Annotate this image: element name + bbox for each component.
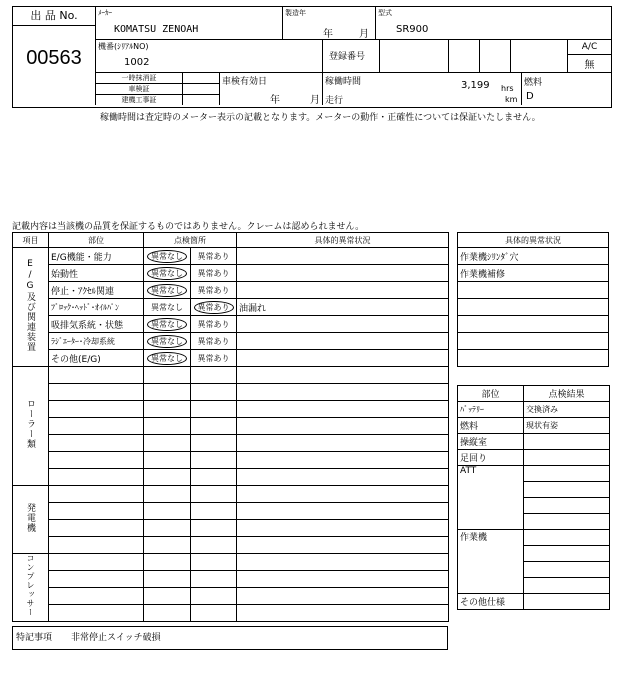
row-detail	[237, 265, 449, 282]
inspection-table	[12, 232, 449, 622]
table-row	[13, 316, 449, 333]
table-row	[13, 350, 449, 367]
meter-note: 稼働時間は査定時のメーター表示の記載となります。メーターの動作・正確性については保証いたしません。	[100, 113, 541, 123]
right-detail-row	[458, 316, 609, 333]
cab-label: 操縦室	[458, 434, 524, 450]
hours-cell	[323, 73, 522, 105]
ng-option: 異常あり	[191, 333, 237, 350]
right-check-table	[457, 385, 610, 610]
table-row	[13, 554, 449, 571]
year-unit: 年	[323, 29, 333, 40]
table-row	[13, 571, 449, 588]
table-row	[13, 265, 449, 282]
fuel-value: D	[526, 91, 534, 102]
cert-checkbox-2	[183, 84, 219, 95]
ok-circled: 異常なし	[147, 318, 187, 331]
row-part: 停止・ｱｸｾﾙ関連	[49, 282, 144, 299]
group-engine-label: E/G及び関連装置	[25, 258, 35, 352]
group-compressor	[13, 554, 49, 622]
ok-circled: 異常なし	[147, 250, 187, 263]
ng-option: 異常あり	[191, 265, 237, 282]
group-generator-label: 発電機	[25, 502, 35, 533]
reg-box-4	[511, 40, 568, 73]
row-detail	[237, 282, 449, 299]
month-unit: 月	[359, 29, 369, 40]
lot-number: 00563	[26, 47, 82, 69]
row-part: その他(E/G)	[49, 350, 144, 367]
table-row	[13, 248, 449, 265]
serial-cell	[96, 40, 323, 73]
special-notes-box	[12, 626, 448, 650]
row-part: 吸排気系統・状態	[49, 316, 144, 333]
ok-circled: 異常なし	[147, 267, 187, 280]
serial-label: 機番(ｼﾘｱﾙNO)	[98, 42, 149, 51]
work-label: 作業機	[458, 530, 524, 594]
ac-value: 無	[584, 60, 595, 71]
year-cell	[283, 7, 376, 40]
att-label: ATT	[458, 466, 524, 530]
hours-label: 稼働時間	[325, 77, 362, 87]
feet-label: 足回り	[458, 450, 524, 466]
table-row	[13, 537, 449, 554]
battery-result: 交換済み	[524, 402, 610, 418]
inspect-label: 車検有効日	[222, 77, 268, 87]
table-row	[13, 520, 449, 537]
table-row	[13, 452, 449, 469]
reg-box-3	[480, 40, 511, 73]
col-part: 部位	[49, 233, 144, 248]
ng-option: 異常あり	[191, 248, 237, 265]
right-detail-row	[458, 282, 609, 299]
ok-circled: 異常なし	[147, 335, 187, 348]
fuel-label: 燃料	[524, 78, 543, 88]
cert-1: 一時抹消証	[96, 73, 182, 84]
cert-checkbox-1	[183, 73, 219, 84]
fuel-result: 現状有姿	[524, 418, 610, 434]
group-engine	[13, 248, 49, 367]
reg-box-1	[380, 40, 449, 73]
group-generator	[13, 486, 49, 554]
other-label: その他仕様	[458, 594, 524, 610]
row-part: ﾌﾞﾛｯｸ･ﾍｯﾄﾞ･ｵｲﾙﾊﾟﾝ	[49, 299, 144, 316]
reg-label-cell	[323, 40, 380, 73]
table-row	[13, 435, 449, 452]
row-detail	[237, 316, 449, 333]
ng-option: 異常あり	[191, 350, 237, 367]
table-row	[13, 333, 449, 350]
disclaimer: 記載内容は当該機の品質を保証するものではありません。クレームは認められません。	[12, 222, 365, 232]
hours-unit: hrs	[501, 84, 514, 93]
inspect-cell	[220, 73, 323, 105]
inspect-month-unit: 月	[310, 95, 320, 106]
table-row	[13, 418, 449, 435]
battery-label: ﾊﾞｯﾃﾘｰ	[458, 402, 524, 418]
maker-label: ﾒｰｶｰ	[98, 9, 112, 17]
reg-label: 登録番号	[329, 52, 366, 62]
km-unit: km	[505, 95, 518, 104]
hours-value: 3,199	[461, 80, 490, 91]
fuel-cell	[522, 73, 611, 105]
special-text: 非常停止スイッチ破損	[71, 633, 161, 643]
col-detail: 具体的異常状況	[237, 233, 449, 248]
row-detail	[237, 248, 449, 265]
right-col-result: 点検結果	[524, 386, 610, 402]
special-label: 特記事項	[16, 633, 53, 643]
group-compressor-label: コンプレッサー	[26, 554, 35, 617]
ac-cell	[568, 40, 611, 73]
right-detail-row	[458, 333, 609, 350]
row-part: 始動性	[49, 265, 144, 282]
right-col-part: 部位	[458, 386, 524, 402]
ok-circled: 異常なし	[147, 284, 187, 297]
table-row	[13, 588, 449, 605]
row-part: ﾗｼﾞｴｰﾀｰ･冷却系統	[49, 333, 144, 350]
row-part: E/G機能・能力	[49, 248, 144, 265]
right-detail-table	[457, 232, 609, 367]
group-roller	[13, 367, 49, 486]
table-row	[13, 401, 449, 418]
header-block	[12, 6, 612, 108]
ok-option: 異常なし	[144, 299, 191, 316]
right-detail-header: 具体的異常状況	[458, 233, 609, 248]
km-label: 走行	[325, 96, 344, 106]
lot-box	[13, 7, 96, 105]
col-check: 点検箇所	[144, 233, 237, 248]
table-row	[13, 469, 449, 486]
table-row	[13, 282, 449, 299]
cert-2: 車検証	[96, 84, 182, 95]
ng-circled: 異常あり	[194, 301, 234, 314]
right-detail-row	[458, 350, 609, 367]
table-row	[13, 486, 449, 503]
ac-label: A/C	[568, 40, 611, 55]
row-detail: 油漏れ	[237, 299, 449, 316]
cert-col	[96, 73, 183, 105]
table-header-row	[13, 233, 449, 248]
model-value: SR900	[396, 24, 429, 35]
maker-cell	[96, 7, 283, 40]
table-row	[13, 605, 449, 622]
table-row	[13, 503, 449, 520]
model-label: 型式	[378, 9, 392, 17]
maker-value: KOMATSU ZENOAH	[114, 24, 199, 35]
year-label: 製造年	[285, 9, 306, 17]
model-cell	[376, 7, 611, 40]
col-item: 項目	[13, 233, 49, 248]
ng-option: 異常あり	[191, 282, 237, 299]
fuel-part-label: 燃料	[458, 418, 524, 434]
ok-circled: 異常なし	[147, 352, 187, 365]
lot-label: 出 品 No.	[13, 7, 95, 26]
row-detail	[237, 333, 449, 350]
serial-value: 1002	[124, 57, 150, 68]
table-row	[13, 384, 449, 401]
table-row	[13, 299, 449, 316]
right-detail-row: 作業機補修	[458, 265, 609, 282]
cert-checkbox-col	[183, 73, 220, 105]
inspect-year-unit: 年	[270, 95, 280, 106]
ng-option: 異常あり	[191, 316, 237, 333]
right-detail-row: 作業機ｼﾘﾝﾀﾞ穴	[458, 248, 609, 265]
group-roller-label: ローラー類	[25, 399, 35, 449]
cert-3: 建機工事証	[121, 96, 157, 104]
row-detail	[237, 350, 449, 367]
right-detail-row	[458, 299, 609, 316]
reg-box-2	[449, 40, 480, 73]
table-row	[13, 367, 449, 384]
